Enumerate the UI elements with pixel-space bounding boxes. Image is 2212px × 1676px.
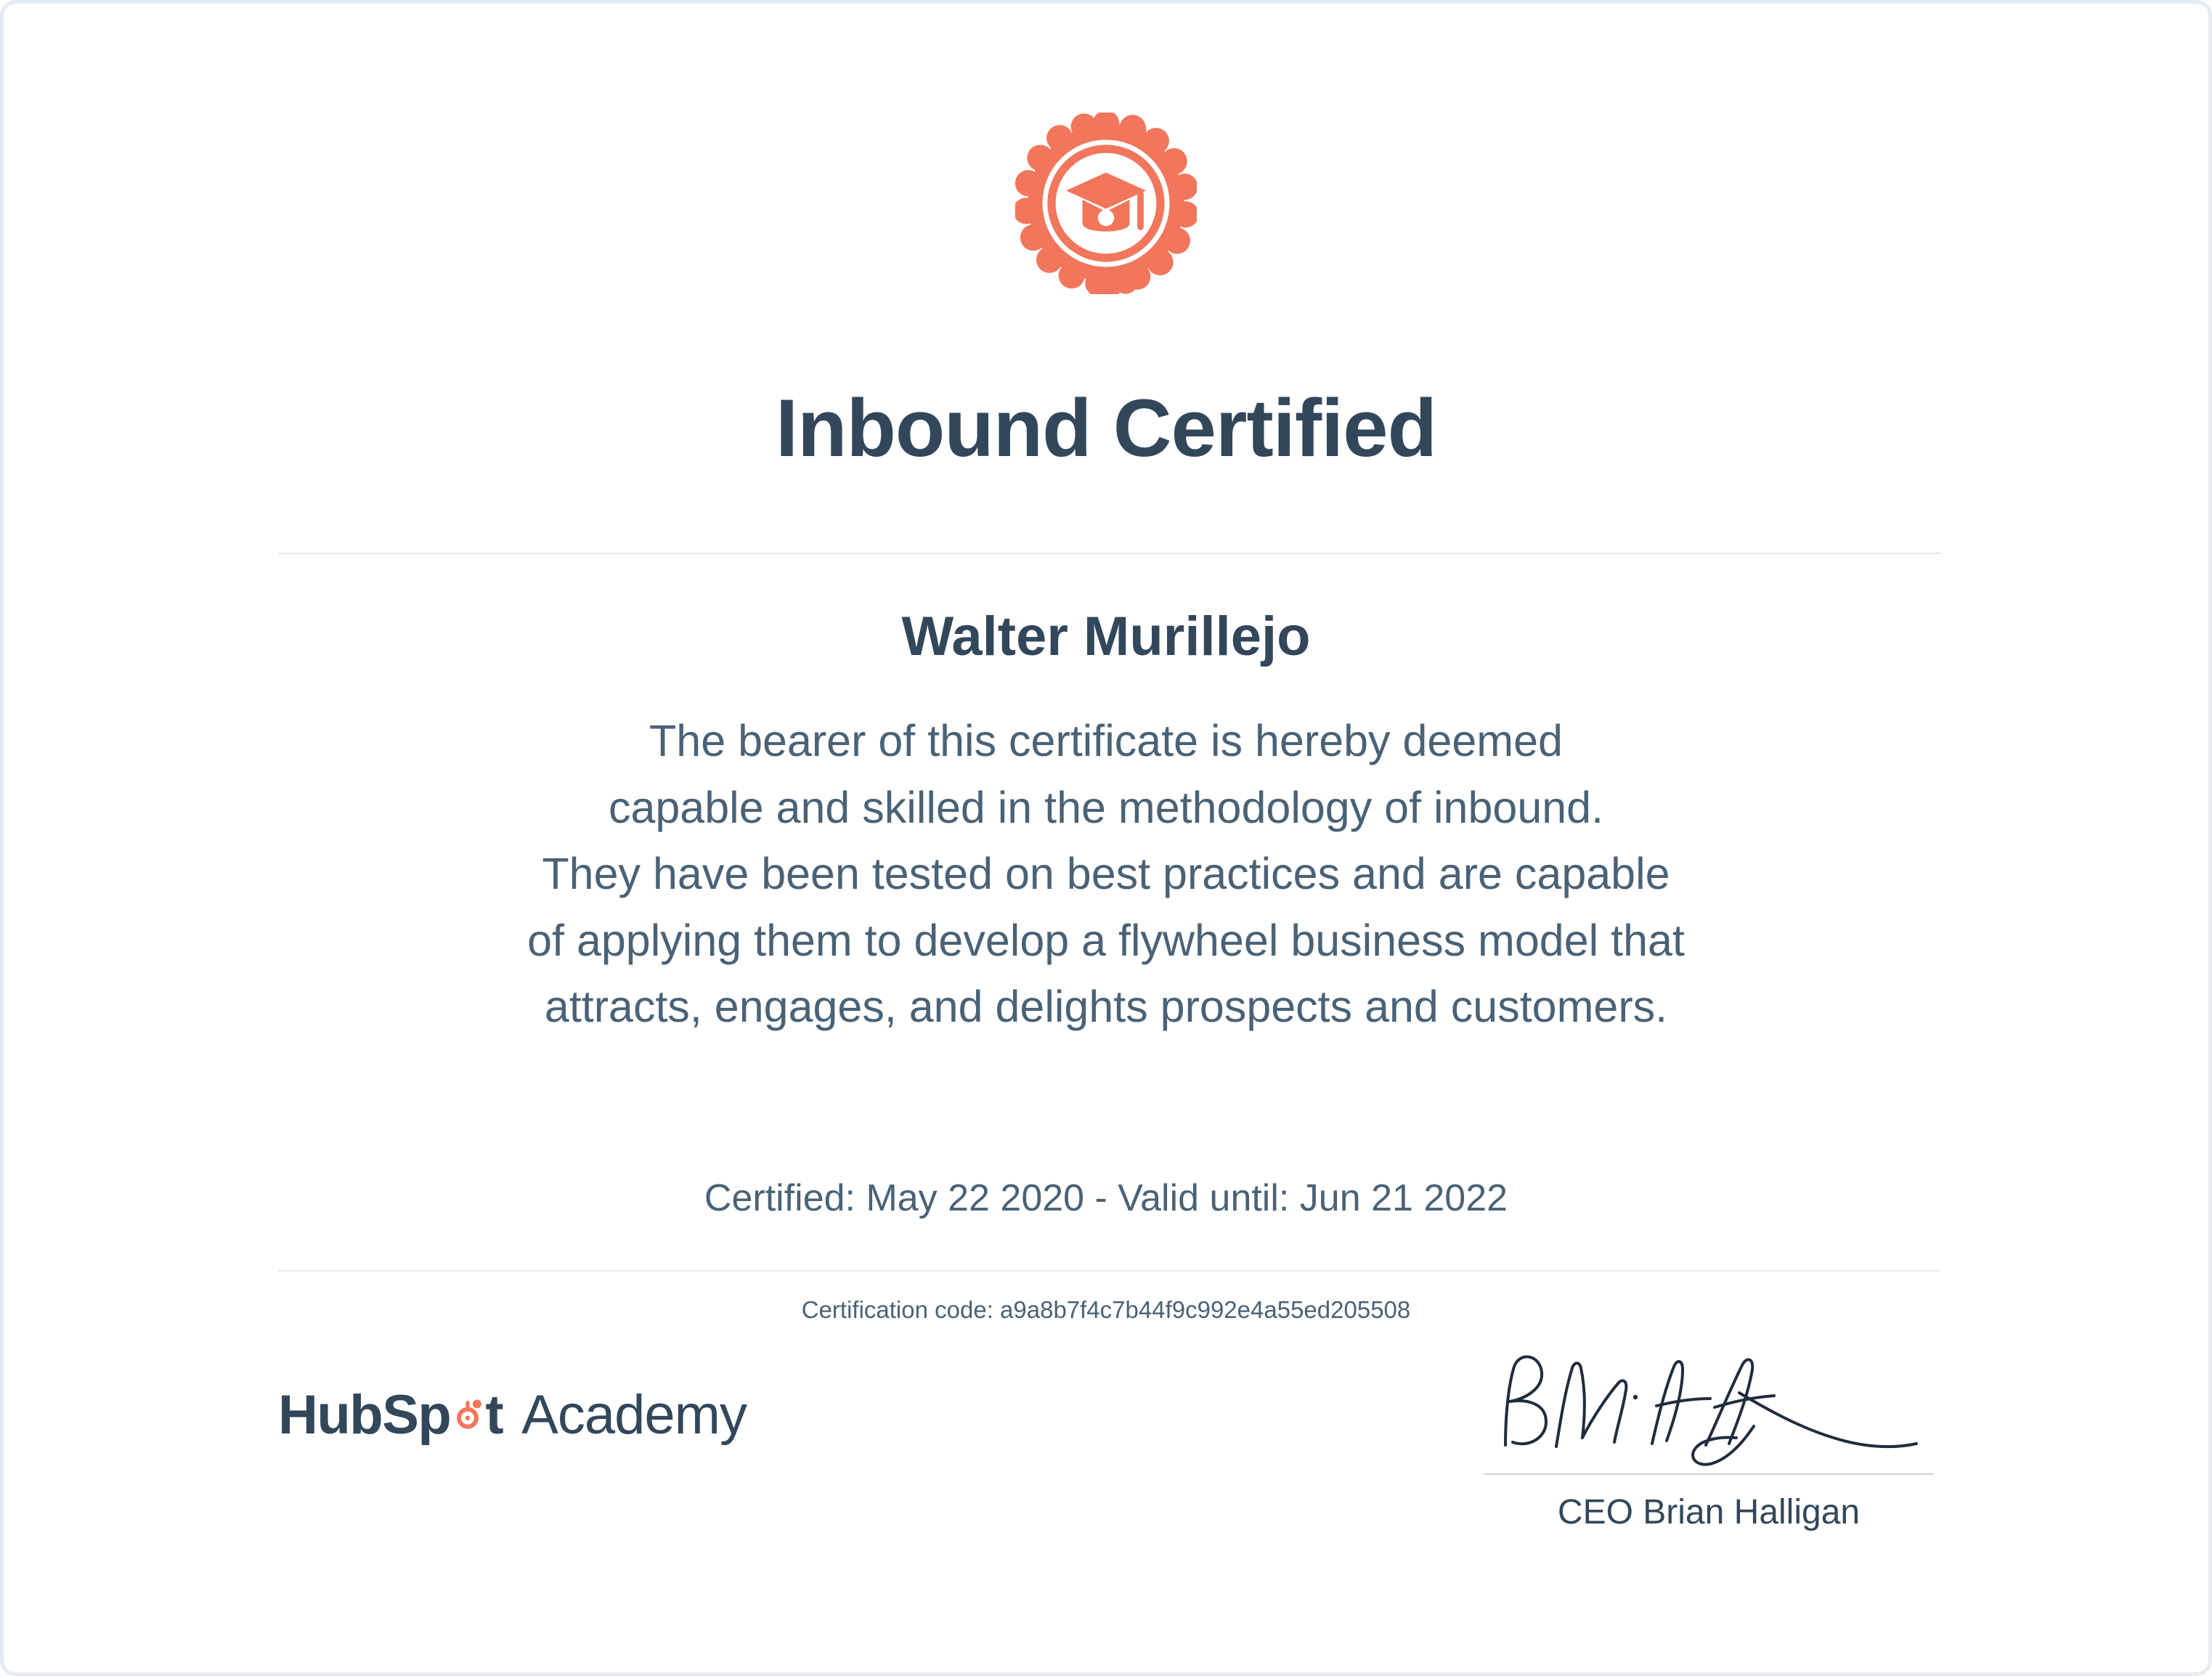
body-line-4: of applying them to develop a flywheel business model that <box>527 915 1685 965</box>
hubspot-academy-logo <box>278 1383 747 1447</box>
body-line-2: capable and skilled in the methodology of inbound. <box>608 782 1604 832</box>
signature-block <box>1484 1351 1934 1532</box>
validity-dates: Certified: May 22 2020 - Valid until: Jun 21 2022 <box>704 1177 1508 1219</box>
handwritten-signature-icon <box>1484 1351 1934 1470</box>
page-title: Inbound Certified <box>775 383 1436 473</box>
body-line-5: attracts, engages, and delights prospects and customers. <box>544 982 1668 1031</box>
graduation-cap-seal-icon <box>1015 113 1197 294</box>
signer-name: CEO Brian Halligan <box>1557 1493 1861 1531</box>
certificate-body <box>4 708 2208 1041</box>
certification-code: Certification code: a9a8b7f4c7b44f9c992e4a55ed205508 <box>801 1296 1411 1323</box>
divider-top <box>278 553 1941 554</box>
signature-rule <box>1484 1473 1934 1475</box>
brand-name-hubspot: HubSp <box>278 1384 451 1446</box>
seal-container <box>4 113 2208 294</box>
brand-name-tail: t <box>485 1384 503 1446</box>
brand-name-academy: Academy <box>521 1384 747 1446</box>
body-line-1: The bearer of this certificate is hereby deemed <box>649 716 1563 765</box>
divider-bottom <box>278 1270 1941 1272</box>
hubspot-sprocket-icon <box>451 1399 484 1432</box>
recipient-name: Walter Murillejo <box>901 606 1311 667</box>
body-line-3: They have been tested on best practices and are capable <box>542 849 1670 898</box>
